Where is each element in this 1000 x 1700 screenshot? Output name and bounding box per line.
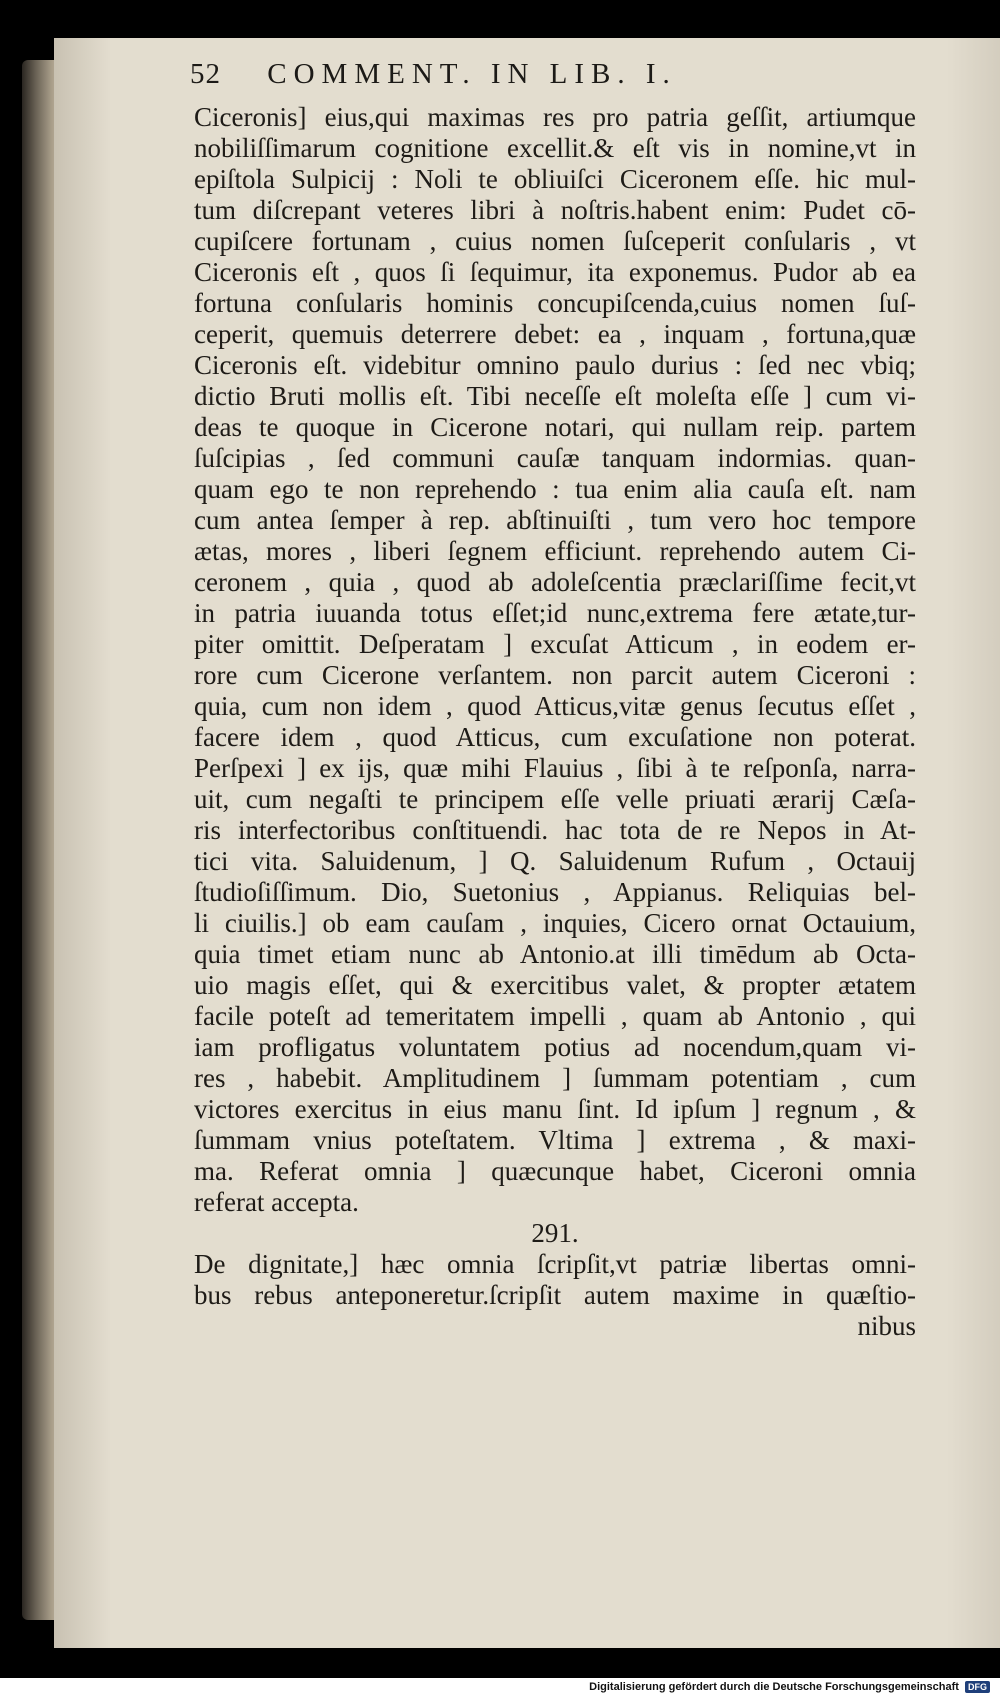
commentary-text-block	[194, 102, 916, 1342]
text-line: Ciceronis eſt. videbitur omnino paulo durius : ſed nec vbiq;	[194, 350, 916, 380]
text-line: Ciceronis] eius,qui maximas res pro patria geſſit, artiumque	[194, 102, 916, 132]
text-line: ris interfectoribus conſtituendi. hac tota de re Nepos in At-	[194, 815, 916, 845]
text-line: ſummam vnius poteſtatem. Vltima ] extrema , & maxi-	[194, 1125, 916, 1155]
text-line: De dignitate,] hæc omnia ſcripſit,vt patriæ libertas omni-	[194, 1249, 916, 1279]
text-line: li ciuilis.] ob eam cauſam , inquies, Cicero ornat Octauium,	[194, 908, 916, 938]
text-line: rore cum Cicerone verſantem. non parcit autem Ciceroni :	[194, 660, 916, 690]
text-line: facere idem , quod Atticus, cum excuſatione non poterat.	[194, 722, 916, 752]
text-line: tici vita. Saluidenum, ] Q. Saluidenum Rufum , Octauij	[194, 846, 916, 876]
funding-credit	[589, 1681, 990, 1693]
text-line: ætas, mores , liberi ſegnem efficiunt. reprehendo autem Ci-	[194, 536, 916, 566]
text-line: victores exercitus in eius manu ſint. Id ipſum ] regnum , &	[194, 1094, 916, 1124]
text-line: Ciceronis eſt , quos ſi ſequimur, ita exponemus. Pudor ab ea	[194, 257, 916, 287]
text-line: quia timet etiam nunc ab Antonio.at illi timēdum ab Octa-	[194, 939, 916, 969]
running-title: COMMENT. IN LIB. I.	[267, 58, 677, 90]
text-line: fortuna conſularis hominis concupiſcenda,cuius nomen ſuſ-	[194, 288, 916, 318]
text-line: in patria iuuanda totus eſſet;id nunc,extrema fere ætate,tur-	[194, 598, 916, 628]
text-line: ceperit, quemuis deterrere debet: ea , inquam , fortuna,quæ	[194, 319, 916, 349]
text-line: referat accepta.	[194, 1187, 359, 1217]
text-line: tum diſcrepant veteres libri à noſtris.habent enim: Pudet cō-	[194, 195, 916, 225]
funding-credit-text: Digitalisierung gefördert durch die Deutsche Forschungsgemeinschaft	[589, 1681, 959, 1693]
text-line: cupiſcere fortunam , cuius nomen ſuſceperit conſularis , vt	[194, 226, 916, 256]
page-number: 52	[190, 58, 221, 90]
text-line: Perſpexi ] ex ijs, quæ mihi Flauius , ſibi à te reſponſa, narra-	[194, 753, 916, 783]
text-line: bus rebus anteponeretur.ſcripſit autem maxime in quæſtio-	[194, 1280, 916, 1310]
text-line: ma. Referat omnia ] quæcunque habet, Ciceroni omnia	[194, 1156, 916, 1186]
catchword: nibus	[857, 1311, 916, 1341]
text-line: facile poteſt ad temeritatem impelli , quam ab Antonio , qui	[194, 1001, 916, 1031]
text-line: ſuſcipias , ſed communi cauſæ tanquam indormias. quan-	[194, 443, 916, 473]
dfg-logo: DFG	[965, 1681, 990, 1693]
text-line: piter omittit. Deſperatam ] excuſat Atticum , in eodem er-	[194, 629, 916, 659]
text-line: res , habebit. Amplitudinem ] ſummam potentiam , cum	[194, 1063, 916, 1093]
text-line: uio magis eſſet, qui & exercitibus valet, & propter ætatem	[194, 970, 916, 1000]
text-line: iam profligatus voluntatem potius ad nocendum,quam vi-	[194, 1032, 916, 1062]
text-line: ceronem , quia , quod ab adoleſcentia præclariſſime fecit,vt	[194, 567, 916, 597]
text-line: quia, cum non idem , quod Atticus,vitæ genus ſecutus eſſet ,	[194, 691, 916, 721]
text-line: uit, cum negaſti te principem eſſe velle priuati ærarij Cæſa-	[194, 784, 916, 814]
text-line: ſtudioſiſſimum. Dio, Suetonius , Appianus. Reliquias bel-	[194, 877, 916, 907]
section-number: 291.	[531, 1218, 579, 1248]
text-line: nobiliſſimarum cognitione excellit.& eſt vis in nomine,vt in	[194, 133, 916, 163]
text-line: epiſtola Sulpicij : Noli te obliuiſci Ciceronem eſſe. hic mul-	[194, 164, 916, 194]
running-header	[190, 58, 677, 91]
text-line: quam ego te non reprehendo : tua enim alia cauſa eſt. nam	[194, 474, 916, 504]
text-line: deas te quoque in Cicerone notari, qui nullam reip. partem	[194, 412, 916, 442]
text-line: cum antea ſemper à rep. abſtinuiſti , tum vero hoc tempore	[194, 505, 916, 535]
text-line: dictio Bruti mollis eſt. Tibi neceſſe eſt moleſta eſſe ] cum vi-	[194, 381, 916, 411]
